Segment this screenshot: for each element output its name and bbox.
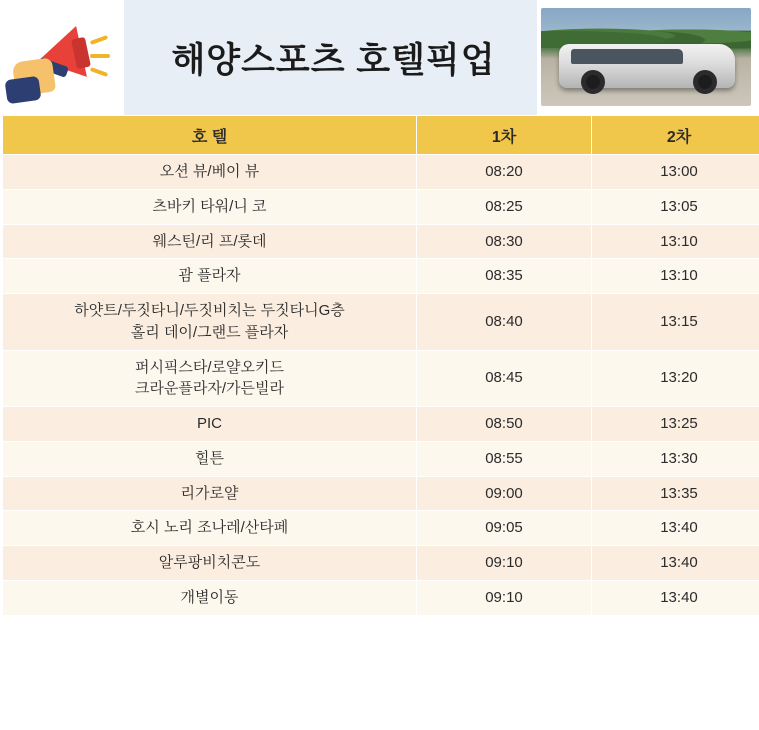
cell-trip2-time: 13:40 xyxy=(592,580,759,615)
banner-right-photo xyxy=(537,0,759,115)
cell-trip1-time: 09:05 xyxy=(417,511,592,546)
table-row xyxy=(3,441,759,476)
table-row xyxy=(3,224,759,259)
hotel-name-line: 힐튼 xyxy=(195,449,224,467)
cell-hotel xyxy=(3,476,417,511)
cell-trip2-time: 13:20 xyxy=(592,350,759,407)
table-row xyxy=(3,511,759,546)
hotel-name-line: 리가로얄 xyxy=(180,484,239,502)
shuttle-van-photo xyxy=(541,8,751,106)
column-header-hotel: 호 텔 xyxy=(3,116,417,155)
cell-hotel xyxy=(3,224,417,259)
hotel-name-line: 호시 노리 조나레/산타페 xyxy=(130,519,289,537)
cell-trip1-time: 08:30 xyxy=(417,224,592,259)
table-row xyxy=(3,546,759,581)
cell-trip1-time: 08:25 xyxy=(417,189,592,224)
cell-hotel xyxy=(3,294,417,351)
cell-hotel xyxy=(3,407,417,442)
hotel-name-line: 크라운플라자/가든빌라 xyxy=(134,380,285,398)
header-banner xyxy=(0,0,759,115)
cell-hotel xyxy=(3,511,417,546)
cell-trip2-time: 13:15 xyxy=(592,294,759,351)
cell-trip2-time: 13:30 xyxy=(592,441,759,476)
cell-trip1-time: 08:40 xyxy=(417,294,592,351)
cell-hotel xyxy=(3,580,417,615)
cell-hotel xyxy=(3,155,417,190)
banner-left-graphic xyxy=(0,0,124,115)
table-row xyxy=(3,294,759,351)
page-title: 해양스포츠 호텔픽업 xyxy=(171,40,496,80)
megaphone-icon xyxy=(12,16,112,100)
hotel-name-line: 웨스틴/리 프/롯데 xyxy=(152,232,267,250)
hotel-name-line: PIC xyxy=(196,415,222,432)
cell-trip2-time: 13:10 xyxy=(592,259,759,294)
cell-trip1-time: 08:35 xyxy=(417,259,592,294)
hotel-name-line: 하얏트/두짓타니/두짓비치는 두짓타니G층 xyxy=(74,302,345,319)
table-row xyxy=(3,476,759,511)
cell-trip2-time: 13:40 xyxy=(592,546,759,581)
table-row xyxy=(3,407,759,442)
cell-hotel xyxy=(3,441,417,476)
table-row xyxy=(3,350,759,407)
cell-hotel xyxy=(3,189,417,224)
cell-trip1-time: 09:10 xyxy=(417,546,592,581)
cell-trip1-time: 08:50 xyxy=(417,407,592,442)
hotel-name-line: 홀리 데이/그랜드 플라자 xyxy=(130,323,289,341)
cell-trip2-time: 13:05 xyxy=(592,189,759,224)
column-header-trip1: 1차 xyxy=(417,116,592,155)
cell-trip2-time: 13:10 xyxy=(592,224,759,259)
cell-trip1-time: 08:20 xyxy=(417,155,592,190)
table-row xyxy=(3,580,759,615)
pickup-schedule-table xyxy=(2,115,759,616)
hotel-name-line: 오션 뷰/베이 뷰 xyxy=(159,163,260,180)
banner-title-area xyxy=(124,0,537,115)
table-row xyxy=(3,189,759,224)
hotel-name-line: 개별이동 xyxy=(180,588,239,606)
cell-trip2-time: 13:35 xyxy=(592,476,759,511)
table-row xyxy=(3,155,759,190)
cell-trip1-time: 08:55 xyxy=(417,441,592,476)
table-header-row xyxy=(3,116,759,155)
cell-trip1-time: 08:45 xyxy=(417,350,592,407)
cell-trip1-time: 09:00 xyxy=(417,476,592,511)
cell-hotel xyxy=(3,546,417,581)
hotel-name-line: 츠바키 타워/니 코 xyxy=(152,197,267,215)
hotel-name-line: 괌 플라자 xyxy=(178,267,241,285)
column-header-trip2: 2차 xyxy=(592,116,759,155)
cell-hotel xyxy=(3,259,417,294)
table-row xyxy=(3,259,759,294)
cell-trip1-time: 09:10 xyxy=(417,580,592,615)
cell-trip2-time: 13:25 xyxy=(592,407,759,442)
cell-hotel xyxy=(3,350,417,407)
cell-trip2-time: 13:00 xyxy=(592,155,759,190)
hotel-name-line: 알루팡비치콘도 xyxy=(158,554,261,571)
hotel-name-line: 퍼시픽스타/로얄오키드 xyxy=(134,358,285,376)
cell-trip2-time: 13:40 xyxy=(592,511,759,546)
